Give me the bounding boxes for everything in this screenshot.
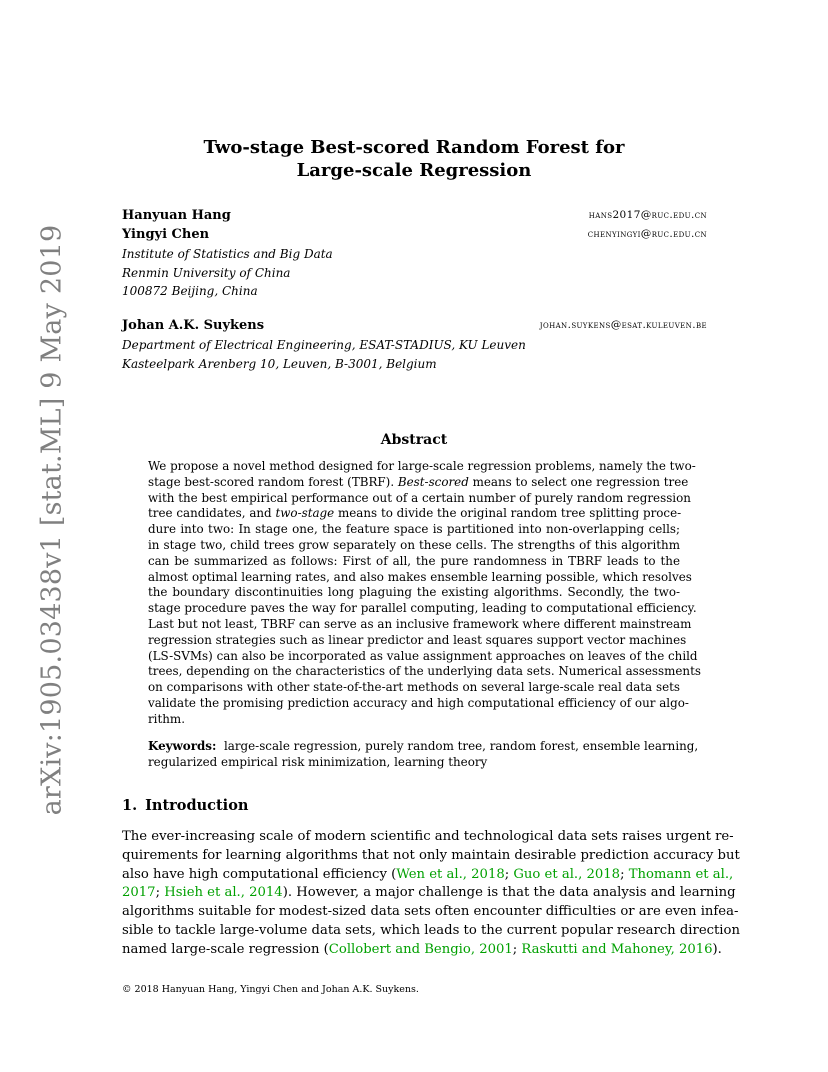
abstract-line: dure into two: In stage one, the feature space is partitioned into non-overlapping cells;	[148, 522, 680, 537]
author-name: Yingyi Chen	[122, 227, 210, 242]
abstract-line: with the best empirical performance out of a certain number of purely random regression	[148, 490, 691, 505]
abstract-line: Last but not least, TBRF can serve as an inclusive framework where different mainstream	[148, 616, 692, 631]
paragraph-line: algorithms suitable for modest-sized data sets often encounter difficulties or are even infea-	[122, 904, 739, 920]
paragraph-line: The ever-increasing scale of modern scientific and technological data sets raises urgent re-	[122, 829, 734, 844]
affiliation-line: Department of Electrical Engineering, ESAT-STADIUS, KU Leuven	[122, 338, 526, 352]
citation-link[interactable]: 2017	[122, 885, 156, 901]
arxiv-identifier: arXiv:1905.03438v1 [stat.ML] 9 May 2019	[36, 224, 68, 816]
keywords-text: regularized empirical risk minimization, learning theory	[148, 755, 488, 769]
paragraph-line: also have high computational efficiency (Wen et al., 2018; Guo et al., 2018; Thomann et al.,	[122, 866, 734, 882]
citation-link[interactable]: Hsieh et al., 2014	[164, 885, 283, 901]
abstract-line: rithm.	[148, 711, 185, 726]
abstract-line: (LS-SVMs) can also be incorporated as value assignment approaches on leaves of the child	[148, 648, 698, 663]
keywords	[148, 738, 699, 770]
paragraph-line: named large-scale regression (Collobert and Bengio, 2001; Raskutti and Mahoney, 2016).	[122, 941, 722, 957]
paper-title	[0, 136, 828, 182]
copyright-footnote: © 2018 Hanyuan Hang, Yingyi Chen and Johan A.K. Suykens.	[122, 984, 419, 995]
author-email[interactable]: hans2017@ruc.edu.cn	[588, 209, 707, 221]
citation-link[interactable]: Guo et al., 2018	[513, 866, 621, 882]
section-number: 1.	[122, 797, 138, 814]
abstract-line: stage procedure paves the way for parallel computing, leading to computational efficiency.	[148, 601, 697, 616]
paragraph-line: quirements for learning algorithms that not only maintain desirable prediction accuracy but	[122, 847, 740, 863]
author-email[interactable]: chenyingyi@ruc.edu.cn	[587, 228, 707, 240]
keywords-label: Keywords:	[148, 739, 217, 753]
title-line-2: Large-scale Regression	[296, 160, 532, 181]
affiliation-line: Renmin University of China	[122, 265, 291, 280]
abstract-line: regression strategies such as linear predictor and least squares support vector machines	[148, 632, 687, 647]
abstract-line: almost optimal learning rates, and also makes ensemble learning possible, which resolves	[148, 569, 692, 584]
citation-link[interactable]: Collobert and Bengio, 2001	[328, 941, 513, 957]
citation-link[interactable]: Raskutti and Mahoney, 2016	[521, 941, 713, 957]
abstract-line: We propose a novel method designed for large-scale regression problems, namely the two-	[148, 459, 696, 473]
affiliation-line: Institute of Statistics and Big Data	[122, 247, 333, 261]
affiliation-block	[122, 336, 526, 373]
affiliation-line: Kasteelpark Arenberg 10, Leuven, B-3001, Belgium	[122, 356, 437, 371]
abstract-line: stage best-scored random forest (TBRF). Best-scored means to select one regression tree	[148, 474, 689, 489]
author-row	[122, 318, 707, 336]
affiliation-line: 100872 Beijing, China	[122, 284, 258, 298]
keywords-text: large-scale regression, purely random tree, random forest, ensemble learning,	[223, 739, 699, 753]
abstract-line: the boundary discontinuities long plaguing the existing algorithms. Secondly, the two-	[148, 585, 680, 600]
author-row	[122, 208, 707, 226]
affiliation-block	[122, 245, 333, 301]
abstract-heading: Abstract	[380, 432, 448, 448]
section-heading	[122, 797, 248, 814]
paragraph-line: 2017; Hsieh et al., 2014). However, a major challenge is that the data analysis and learning	[122, 885, 736, 901]
citation-link[interactable]: Thomann et al.,	[628, 866, 734, 882]
abstract-line: tree candidates, and two-stage means to divide the original random tree splitting proce-	[148, 506, 682, 521]
abstract-body	[148, 459, 701, 728]
abstract-line: trees, depending on the characteristics of the underlying data sets. Numerical assessments	[148, 664, 701, 679]
abstract-line: on comparisons with other state-of-the-art methods on several large-scale real data sets	[148, 680, 680, 695]
abstract-line: can be summarized as follows: First of all, the pure randomness in TBRF leads to the	[148, 553, 680, 568]
paragraph-line: sible to tackle large-volume data sets, which leads to the current popular research direction	[122, 922, 740, 938]
author-name: Johan A.K. Suykens	[122, 318, 265, 333]
section-title: Introduction	[145, 797, 249, 814]
author-row	[122, 227, 707, 245]
author-name: Hanyuan Hang	[122, 208, 231, 223]
abstract-line: in stage two, child trees grow separately on these cells. The strengths of this algorithm	[148, 537, 680, 552]
abstract-line: validate the promising prediction accuracy and high computational efficiency of our algo-	[148, 695, 689, 710]
title-line-1: Two-stage Best-scored Random Forest for	[203, 137, 625, 158]
citation-link[interactable]: Wen et al., 2018	[396, 866, 505, 882]
intro-paragraph	[122, 828, 740, 960]
author-email[interactable]: johan.suykens@esat.kuleuven.be	[539, 319, 707, 331]
